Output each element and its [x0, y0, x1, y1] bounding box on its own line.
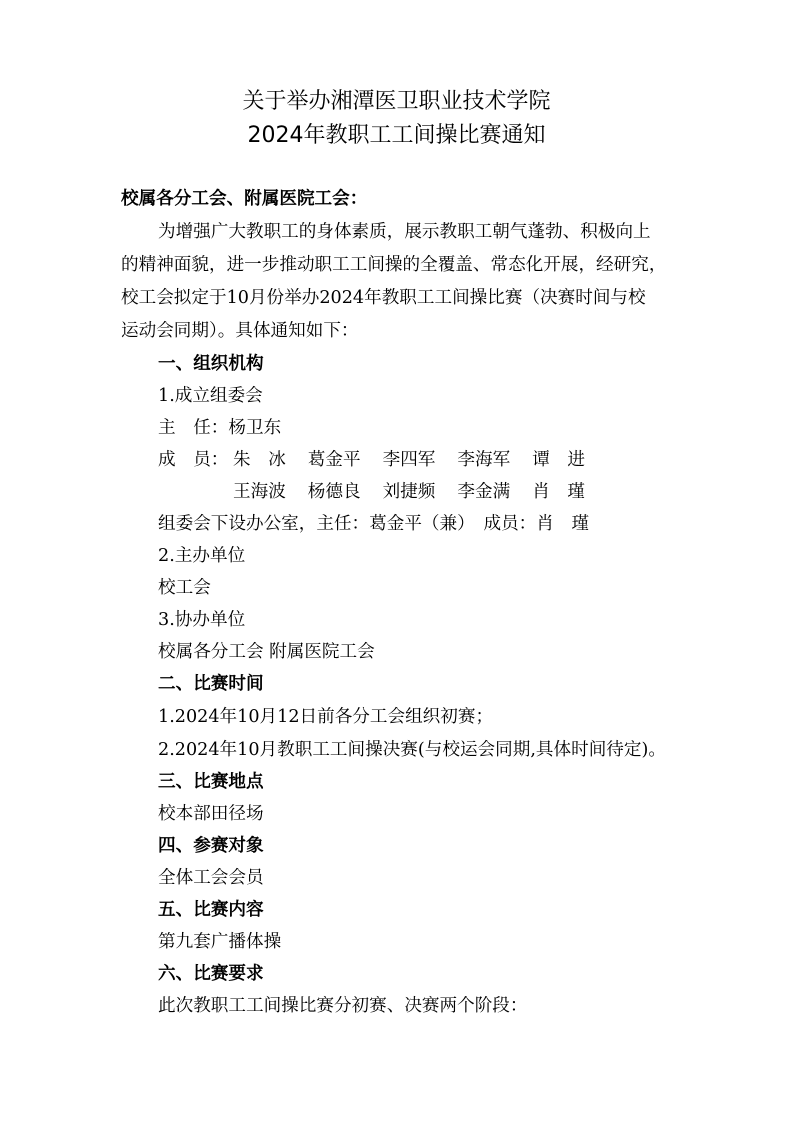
section-heading-organization: 一、组织机构 [158, 354, 264, 374]
section1-item2: 2.主办单位 [158, 546, 246, 566]
member-name: 刘捷频 [382, 482, 436, 502]
member-name: 葛金平 [307, 450, 361, 470]
member-name: 王海波 [233, 482, 286, 502]
section5-text: 第九套广播体操 [158, 932, 282, 952]
section-heading-participants: 四、参赛对象 [158, 836, 264, 856]
section4-text: 全体工会会员 [158, 868, 264, 888]
host-unit: 校工会 [158, 578, 211, 598]
section-heading-content: 五、比赛内容 [158, 900, 264, 920]
section6-text: 此次教职工工间操比赛分初赛、决赛两个阶段： [158, 996, 528, 1016]
committee-office: 组委会下设办公室，主任：葛金平（兼） 成员：肖 瑾 [158, 514, 590, 534]
title-line-2: 2024年教职工工间操比赛通知 [247, 123, 546, 148]
member-name: 杨德良 [307, 482, 361, 502]
intro-line-3: 校工会拟定于10月份举办2024年教职工工间操比赛（决赛时间与校 [121, 288, 646, 308]
cohost-units: 校属各分工会 附属医院工会 [158, 642, 375, 662]
section1-item1: 1.成立组委会 [158, 386, 263, 406]
section2-item1: 1.2024年10月12日前各分工会组织初赛； [158, 707, 494, 727]
committee-director: 主 任：杨卫东 [158, 418, 282, 438]
member-name: 李四军 [382, 450, 436, 470]
intro-line-1: 为增强广大教职工的身体素质，展示教职工朝气蓬勃、积极向上 [158, 222, 651, 242]
intro-line-4: 运动会同期）。具体通知如下： [121, 321, 359, 341]
section1-item3: 3.协办单位 [158, 610, 246, 630]
member-name: 肖 瑾 [532, 482, 585, 502]
member-name: 谭 进 [532, 450, 585, 470]
member-name: 朱 冰 [233, 450, 286, 470]
committee-members-row-2 [158, 479, 607, 505]
salutation: 校属各分工会、附属医院工会： [121, 189, 368, 209]
members-label: 成 员： [158, 450, 229, 470]
committee-members-row-1 [158, 447, 607, 473]
section-heading-requirements: 六、比赛要求 [158, 964, 264, 984]
section-heading-time: 二、比赛时间 [158, 674, 264, 694]
member-name: 李海军 [457, 450, 511, 470]
intro-line-2: 的精神面貌，进一步推动职工工间操的全覆盖、常态化开展，经研究， [121, 255, 667, 275]
member-name: 李金满 [457, 482, 511, 502]
title-line-1: 关于举办湘潭医卫职业技术学院 [242, 89, 551, 114]
section-heading-venue: 三、比赛地点 [158, 772, 264, 792]
section3-text: 校本部田径场 [158, 804, 264, 824]
section2-item2: 2.2024年10月教职工工间操决赛(与校运会同期,具体时间待定)。 [158, 740, 666, 760]
